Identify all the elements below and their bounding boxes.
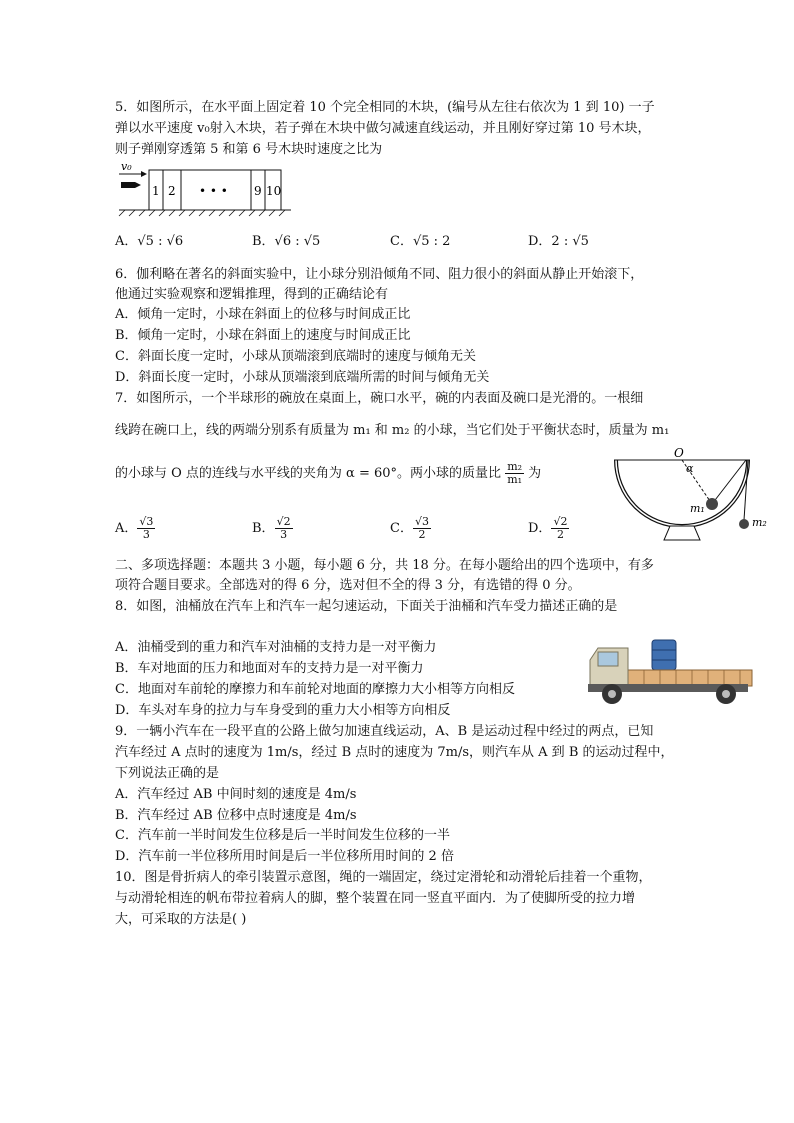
q8-option-b: B．车对地面的压力和地面对车的支持力是一对平衡力 <box>115 661 424 676</box>
q8-truck-figure <box>586 634 756 706</box>
q7-option-c <box>390 516 431 541</box>
q7-stem-line1: 7．如图所示，一个半球形的碗放在桌面上，碗口水平，碗的内表面及碗口是光滑的。一根细 <box>115 391 644 406</box>
q6-option-b: B．倾角一定时，小球在斜面上的速度与时间成正比 <box>115 328 411 343</box>
q5-blocks-figure <box>115 158 295 218</box>
q7-option-d-den: 2 <box>556 528 564 541</box>
q8-option-d: D．车头对车身的拉力与车身受到的重力大小相等方向相反 <box>115 703 451 718</box>
q7-option-a-letter: A． <box>115 521 138 536</box>
point-o-label: O <box>674 446 684 460</box>
q5-option-b: B．√6 : √5 <box>252 234 321 249</box>
q7-option-a-num: √3 <box>139 515 154 528</box>
q10-stem-line3: 大，可采取的方法是( ) <box>115 912 247 927</box>
q9-option-c: C．汽车前一半时间发生位移是后一半时间发生位移的一半 <box>115 828 450 843</box>
q7-mass-ratio <box>505 461 524 486</box>
q9-option-d: D．汽车前一半位移所用时间是后一半位移所用时间的 2 倍 <box>115 849 454 864</box>
section2-heading-line2: 项符合题目要求。全部选对的得 6 分，选对但不全的得 3 分，有选错的得 0 分。 <box>115 578 581 593</box>
q7-option-b-den: 3 <box>280 528 288 541</box>
q9-stem-line2: 汽车经过 A 点时的速度为 1m/s，经过 B 点时的速度为 7m/s，则汽车从 A 到 B 的运动过程中， <box>115 745 674 760</box>
q7-option-a-den: 3 <box>142 528 150 541</box>
bullet-shape <box>121 182 135 188</box>
block-dots: • • • <box>199 184 228 198</box>
q7-option-d-fraction <box>551 516 569 541</box>
q9-option-a: A．汽车经过 AB 中间时刻的速度是 4m/s <box>115 787 357 802</box>
block-1-label: 1 <box>152 184 160 198</box>
oil-barrel <box>652 640 676 670</box>
q7-option-c-den: 2 <box>418 528 426 541</box>
q7-option-b-fraction <box>275 516 293 541</box>
q7-option-d <box>528 516 569 541</box>
q9-stem-line1: 9．一辆小汽车在一段平直的公路上做匀加速直线运动，A、B 是运动过程中经过的两点，已知 <box>115 724 654 739</box>
bowl-outer <box>616 460 748 526</box>
q7-option-d-num: √2 <box>553 515 568 528</box>
q5-stem-line2: 弹以水平速度 v₀射入木块，若子弹在木块中做匀减速直线运动，并且刚好穿过第 10 号木块， <box>115 121 651 136</box>
q7-stem-line3 <box>115 461 541 486</box>
q7-option-c-num: √3 <box>414 515 429 528</box>
q5-option-a: A．√5 : √6 <box>115 234 184 249</box>
bowl-stand <box>664 526 700 540</box>
q8-option-a: A．油桶受到的重力和汽车对油桶的支持力是一对平衡力 <box>115 640 437 655</box>
m1-label: m₁ <box>690 502 705 515</box>
block-2-label: 2 <box>168 184 176 198</box>
q7-stem-line2: 线跨在碗口上，线的两端分别系有质量为 m₁ 和 m₂ 的小球，当它们处于平衡状态时，质量为 m₁ <box>115 423 670 438</box>
ground-hatching <box>119 210 285 216</box>
v0-label: v₀ <box>121 160 132 173</box>
q6-option-c: C．斜面长度一定时，小球从顶端滚到底端时的速度与倾角无关 <box>115 349 476 364</box>
q6-option-a: A．倾角一定时，小球在斜面上的位移与时间成正比 <box>115 307 411 322</box>
block-9-label: 9 <box>254 184 262 198</box>
q5-option-d: D．2 : √5 <box>528 234 589 249</box>
q7-option-c-letter: C． <box>390 521 413 536</box>
q7-stem-line3-end: 为 <box>528 466 542 481</box>
q10-stem-line2: 与动滑轮相连的帆布带拉着病人的脚，整个装置在同一竖直平面内．为了使脚所受的拉力增 <box>115 891 636 906</box>
q6-option-d: D．斜面长度一定时，小球从顶端滚到底端所需的时间与倾角无关 <box>115 370 490 385</box>
q7-option-a <box>115 516 155 541</box>
q7-bowl-figure <box>604 440 784 552</box>
q8-option-c: C．地面对车前轮的摩擦力和车前轮对地面的摩擦力大小相等方向相反 <box>115 682 515 697</box>
q5-stem-line1: 5．如图所示，在水平面上固定着 10 个完全相同的木块，(编号从左往右依次为 1 到 10) 一子 <box>115 100 655 115</box>
q8-stem: 8．如图，油桶放在汽车上和汽车一起匀速运动，下面关于油桶和汽车受力描述正确的是 <box>115 599 618 614</box>
cab-window <box>598 652 618 666</box>
q7-option-b <box>252 516 293 541</box>
q6-stem-line1: 6．伽利略在著名的斜面实验中，让小球分别沿倾角不同、阻力很小的斜面从静止开始滚下， <box>115 267 644 282</box>
ball-m2 <box>739 519 749 529</box>
q7-option-d-letter: D． <box>528 521 552 536</box>
section2-heading-line1: 二、多项选择题：本题共 3 小题，每小题 6 分，共 18 分。在每小题给出的四个选项中，有多 <box>115 558 654 573</box>
q7-option-c-fraction <box>413 516 431 541</box>
q7-stem-line3-text: 的小球与 O 点的连线与水平线的夹角为 α = 60°。两小球的质量比 <box>115 466 502 481</box>
mass-ratio-numerator: m₂ <box>507 460 523 473</box>
alpha-label: α <box>686 462 694 475</box>
block-10-label: 10 <box>266 184 282 198</box>
truck-bed <box>628 670 752 686</box>
q7-option-b-letter: B． <box>252 521 275 536</box>
velocity-arrowhead <box>141 171 147 177</box>
q9-stem-line3: 下列说法正确的是 <box>115 766 220 781</box>
q5-option-c: C．√5 : 2 <box>390 234 451 249</box>
q10-stem-line1: 10．图是骨折病人的牵引装置示意图，绳的一端固定，绕过定滑轮和动滑轮后挂着一个重物， <box>115 870 652 885</box>
m2-label: m₂ <box>752 516 767 529</box>
ball-m1 <box>706 498 718 510</box>
mass-ratio-denominator: m₁ <box>507 473 523 486</box>
q6-stem-line2: 他通过实验观察和逻辑推理，得到的正确结论有 <box>115 287 389 302</box>
q9-option-b: B．汽车经过 AB 位移中点时速度是 4m/s <box>115 808 357 823</box>
q7-option-b-num: √2 <box>276 515 291 528</box>
string-inside <box>712 460 746 504</box>
q7-option-a-fraction <box>137 516 155 541</box>
q5-stem-line3: 则子弹刚穿透第 5 和第 6 号木块时速度之比为 <box>115 142 383 157</box>
